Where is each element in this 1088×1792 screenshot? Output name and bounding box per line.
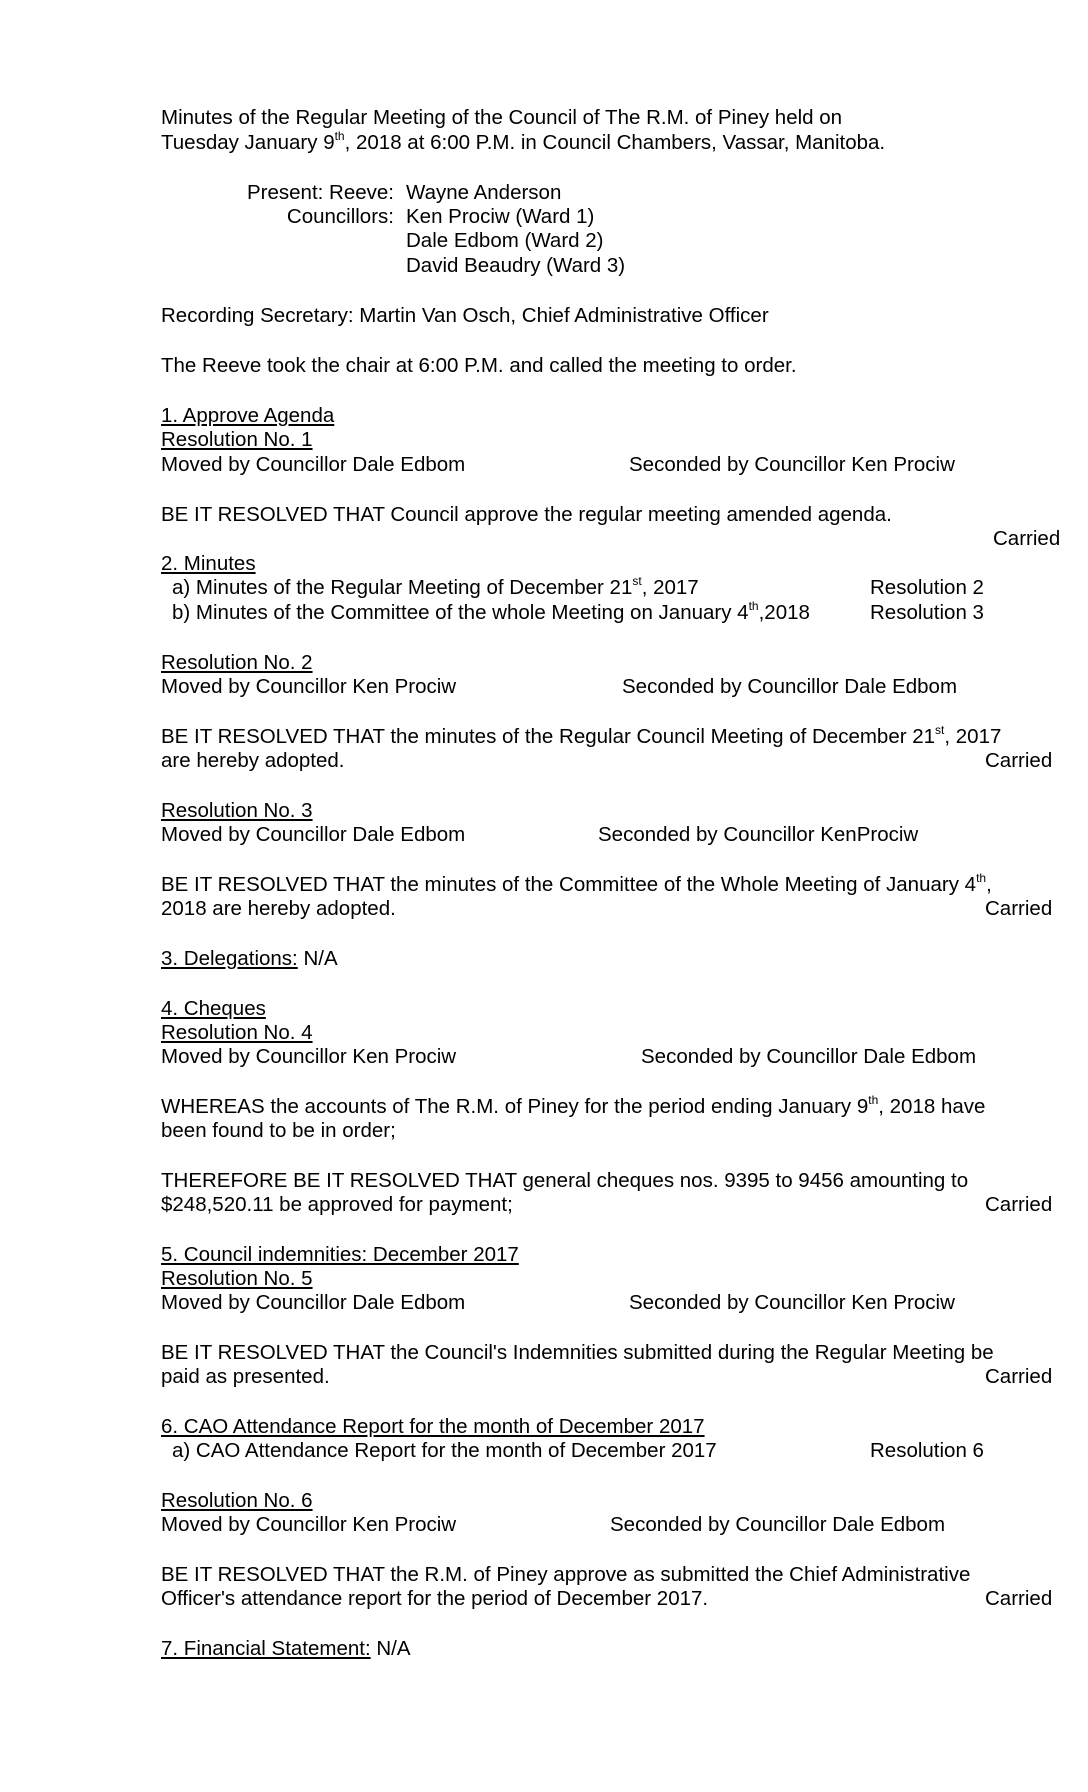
minutes-item-a: a) Minutes of the Regular Meeting of December 21st, 2017 [172,574,699,599]
resolution-4-text-line-2: been found to be in order; [161,1119,396,1142]
resolution-6-seconded: Seconded by Councillor Dale Edbom [610,1513,946,1536]
resolution-5-seconded: Seconded by Councillor Ken Prociw [629,1291,955,1314]
councillor-ward-2: Dale Edbom (Ward 2) [406,229,604,252]
resolution-2-text-line-2: are hereby adopted. [161,749,345,772]
resolution-2-moved: Moved by Councillor Ken Prociw [161,675,457,698]
call-to-order: The Reeve took the chair at 6:00 P.M. and called the meeting to order. [161,354,797,377]
resolution-2-label: Resolution No. 2 [161,651,313,674]
resolution-3-seconded: Seconded by Councillor KenProciw [598,823,919,846]
resolution-3-text-line-1: BE IT RESOLVED THAT the minutes of the Committee of the Whole Meeting of January 4th, [161,871,992,896]
resolution-4-label: Resolution No. 4 [161,1021,313,1044]
resolution-3-label: Resolution No. 3 [161,799,313,822]
section-2-heading: 2. Minutes [161,552,256,575]
resolution-1-carried: Carried [993,527,1061,550]
resolution-4-text-line-1: WHEREAS the accounts of The R.M. of Piney for the period ending January 9th, 2018 have [161,1093,986,1118]
section-1-heading: 1. Approve Agenda [161,404,335,427]
resolution-1-seconded: Seconded by Councillor Ken Prociw [629,453,955,476]
minutes-item-a-ref: Resolution 2 [870,576,984,599]
resolution-2-text-line-1: BE IT RESOLVED THAT the minutes of the Regular Council Meeting of December 21st, 2017 [161,723,1002,748]
resolution-6-moved: Moved by Councillor Ken Prociw [161,1513,457,1536]
section-6-heading: 6. CAO Attendance Report for the month of December 2017 [161,1415,705,1438]
councillor-ward-3: David Beaudry (Ward 3) [406,254,626,277]
resolution-4-seconded: Seconded by Councillor Dale Edbom [641,1045,977,1068]
resolution-4-moved: Moved by Councillor Ken Prociw [161,1045,457,1068]
section-3-heading: 3. Delegations: [161,947,298,970]
resolution-3-moved: Moved by Councillor Dale Edbom [161,823,466,846]
section-4-heading: 4. Cheques [161,997,266,1020]
resolution-3-text-line-2: 2018 are hereby adopted. [161,897,396,920]
councillor-ward-1: Ken Prociw (Ward 1) [406,205,595,228]
resolution-6-carried: Carried [985,1587,1053,1610]
minutes-title-line-1: Minutes of the Regular Meeting of the Council of The R.M. of Piney held on [161,106,843,129]
resolution-1-moved: Moved by Councillor Dale Edbom [161,453,466,476]
resolution-3-carried: Carried [985,897,1053,920]
resolution-1-text: BE IT RESOLVED THAT Council approve the regular meeting amended agenda. [161,503,892,526]
resolution-4-carried: Carried [985,1193,1053,1216]
resolution-2-carried: Carried [985,749,1053,772]
resolution-6-text-line-2: Officer's attendance report for the period of December 2017. [161,1587,709,1610]
section-5-heading: 5. Council indemnities: December 2017 [161,1243,519,1266]
section-7-heading: 7. Financial Statement: [161,1637,371,1660]
resolution-4-text-line-3: THEREFORE BE IT RESOLVED THAT general cheques nos. 9395 to 9456 amounting to [161,1169,969,1192]
resolution-2-seconded: Seconded by Councillor Dale Edbom [622,675,958,698]
reeve-name: Wayne Anderson [406,181,562,204]
resolution-5-label: Resolution No. 5 [161,1267,313,1290]
attendance-item-a: a) CAO Attendance Report for the month of December 2017 [172,1439,717,1462]
attendance-item-a-ref: Resolution 6 [870,1439,984,1462]
resolution-5-moved: Moved by Councillor Dale Edbom [161,1291,466,1314]
minutes-item-b-ref: Resolution 3 [870,601,984,624]
resolution-5-text-line-2: paid as presented. [161,1365,330,1388]
section-7-financial-statement [161,1637,411,1662]
resolution-1-label: Resolution No. 1 [161,428,313,451]
resolution-5-carried: Carried [985,1365,1053,1388]
minutes-title-line-2: Tuesday January 9th, 2018 at 6:00 P.M. in Council Chambers, Vassar, Manitoba. [161,129,886,154]
recording-secretary: Recording Secretary: Martin Van Osch, Chief Administrative Officer [161,304,769,327]
section-3-delegations [161,947,338,972]
resolution-6-text-line-1: BE IT RESOLVED THAT the R.M. of Piney approve as submitted the Chief Administrative [161,1563,971,1586]
resolution-5-text-line-1: BE IT RESOLVED THAT the Council's Indemnities submitted during the Regular Meeting be [161,1341,994,1364]
councillors-label: Councillors: [286,205,394,228]
minutes-item-b: b) Minutes of the Committee of the whole Meeting on January 4th,2018 [172,599,810,624]
resolution-4-text-line-4: $248,520.11 be approved for payment; [161,1193,513,1216]
section-7-value: N/A [370,1637,411,1660]
present-reeve-label: Present: Reeve: [247,181,394,204]
resolution-6-label: Resolution No. 6 [161,1489,313,1512]
section-3-value: N/A [297,947,338,970]
